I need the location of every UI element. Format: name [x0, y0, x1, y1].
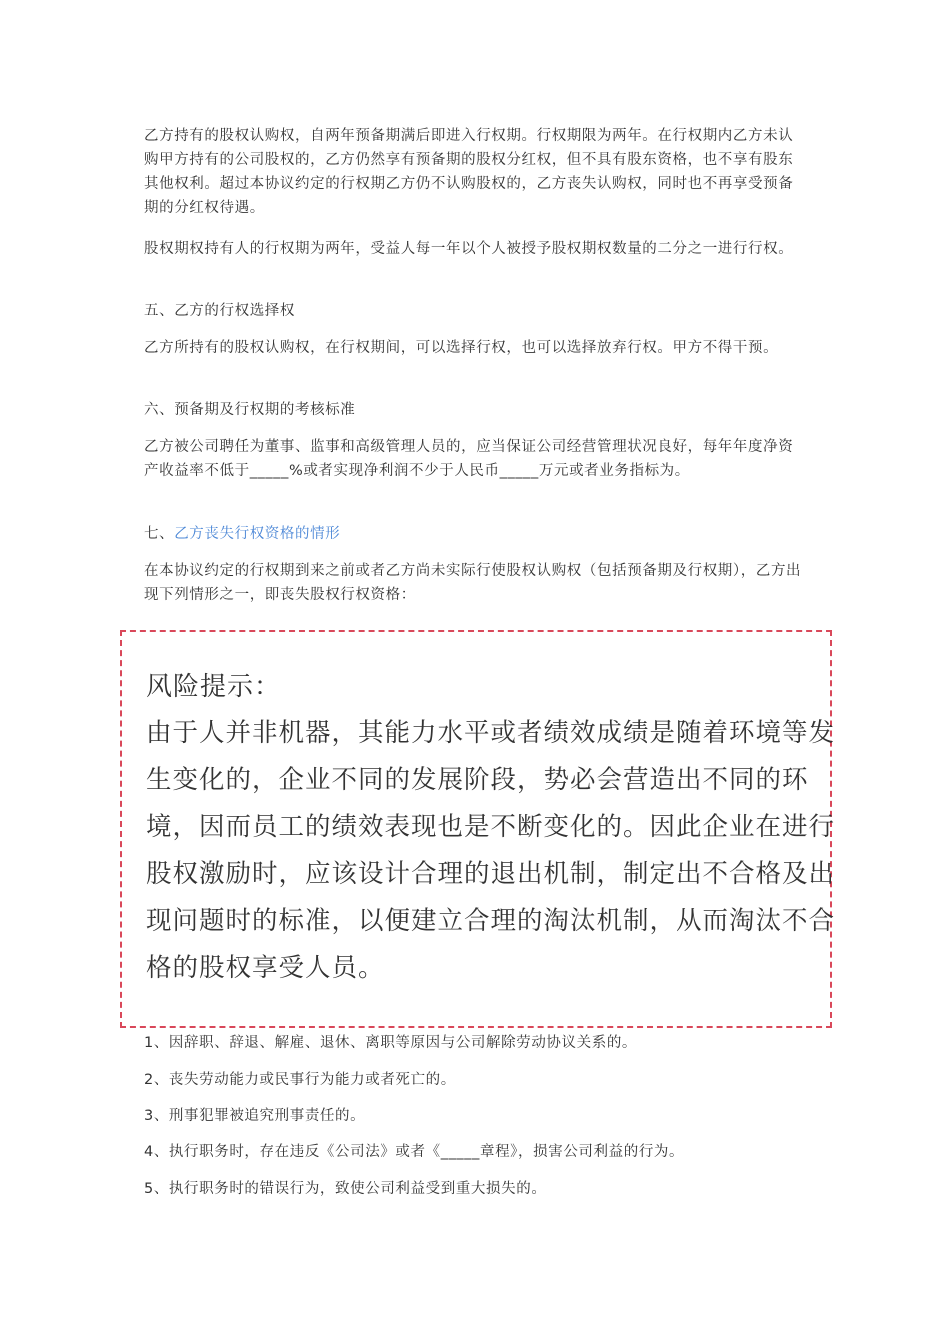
list-item: 1、因辞职、辞退、解雇、退休、离职等原因与公司解除劳动协议关系的。	[144, 1035, 638, 1051]
paragraph-assessment-standard: 乙方被公司聘任为董事、监事和高级管理人员的，应当保证公司经营管理状况良好，每年年度净资产收益率不低于_____%或者实现净利润不少于人民币_____万元或者业务指标为。	[144, 439, 794, 479]
section-heading-5: 五、乙方的行权选择权	[144, 303, 295, 319]
risk-callout-title: 风险提示：	[146, 672, 282, 702]
list-item: 2、丧失劳动能力或民事行为能力或者死亡的。	[144, 1072, 456, 1088]
paragraph-disqualification-intro: 在本协议约定的行权期到来之前或者乙方尚未实际行使股权认购权（包括预备期及行权期），乙方出现下列情形之一，即丧失股权行权资格：	[144, 563, 802, 603]
section-heading-7-title[interactable]: 乙方丧失行权资格的情形	[174, 526, 341, 542]
list-item: 5、执行职务时的错误行为，致使公司利益受到重大损失的。	[144, 1181, 547, 1197]
list-item: 3、刑事犯罪被追究刑事责任的。	[144, 1108, 366, 1124]
section-heading-7	[144, 522, 804, 546]
risk-callout-body: 由于人并非机器，其能力水平或者绩效成绩是随着环境等发生变化的，企业不同的发展阶段，势必会营造出不同的环境，因而员工的绩效表现也是不断变化的。因此企业在进行股权激励时，应该设计合理的退出机制，制定出不合格及出现问题时的标准，以便建立合理的淘汰机制，从而淘汰不合格的股权享受人员。	[146, 718, 836, 983]
paragraph-option-holder: 股权期权持有人的行权期为两年，受益人每一年以个人被授予股权期权数量的二分之一进行行权。	[144, 241, 794, 257]
section-heading-7-prefix: 七、	[144, 526, 175, 542]
paragraph-exercise-period: 乙方持有的股权认购权，自两年预备期满后即进入行权期。行权期限为两年。在行权期内乙方未认购甲方持有的公司股权的，乙方仍然享有预备期的股权分红权，但不具有股东资格，也不享有股东其他权利。超过本协议约定的行权期乙方仍不认购股权的，乙方丧失认购权，同时也不再享受预备期的分红权待遇。	[144, 128, 794, 216]
list-item: 4、执行职务时，存在违反《公司法》或者《_____章程》，损害公司利益的行为。	[144, 1144, 685, 1160]
section-heading-6: 六、预备期及行权期的考核标准	[144, 402, 356, 418]
paragraph-choice-right: 乙方所持有的股权认购权，在行权期间，可以选择行权，也可以选择放弃行权。甲方不得干预。	[144, 340, 779, 356]
